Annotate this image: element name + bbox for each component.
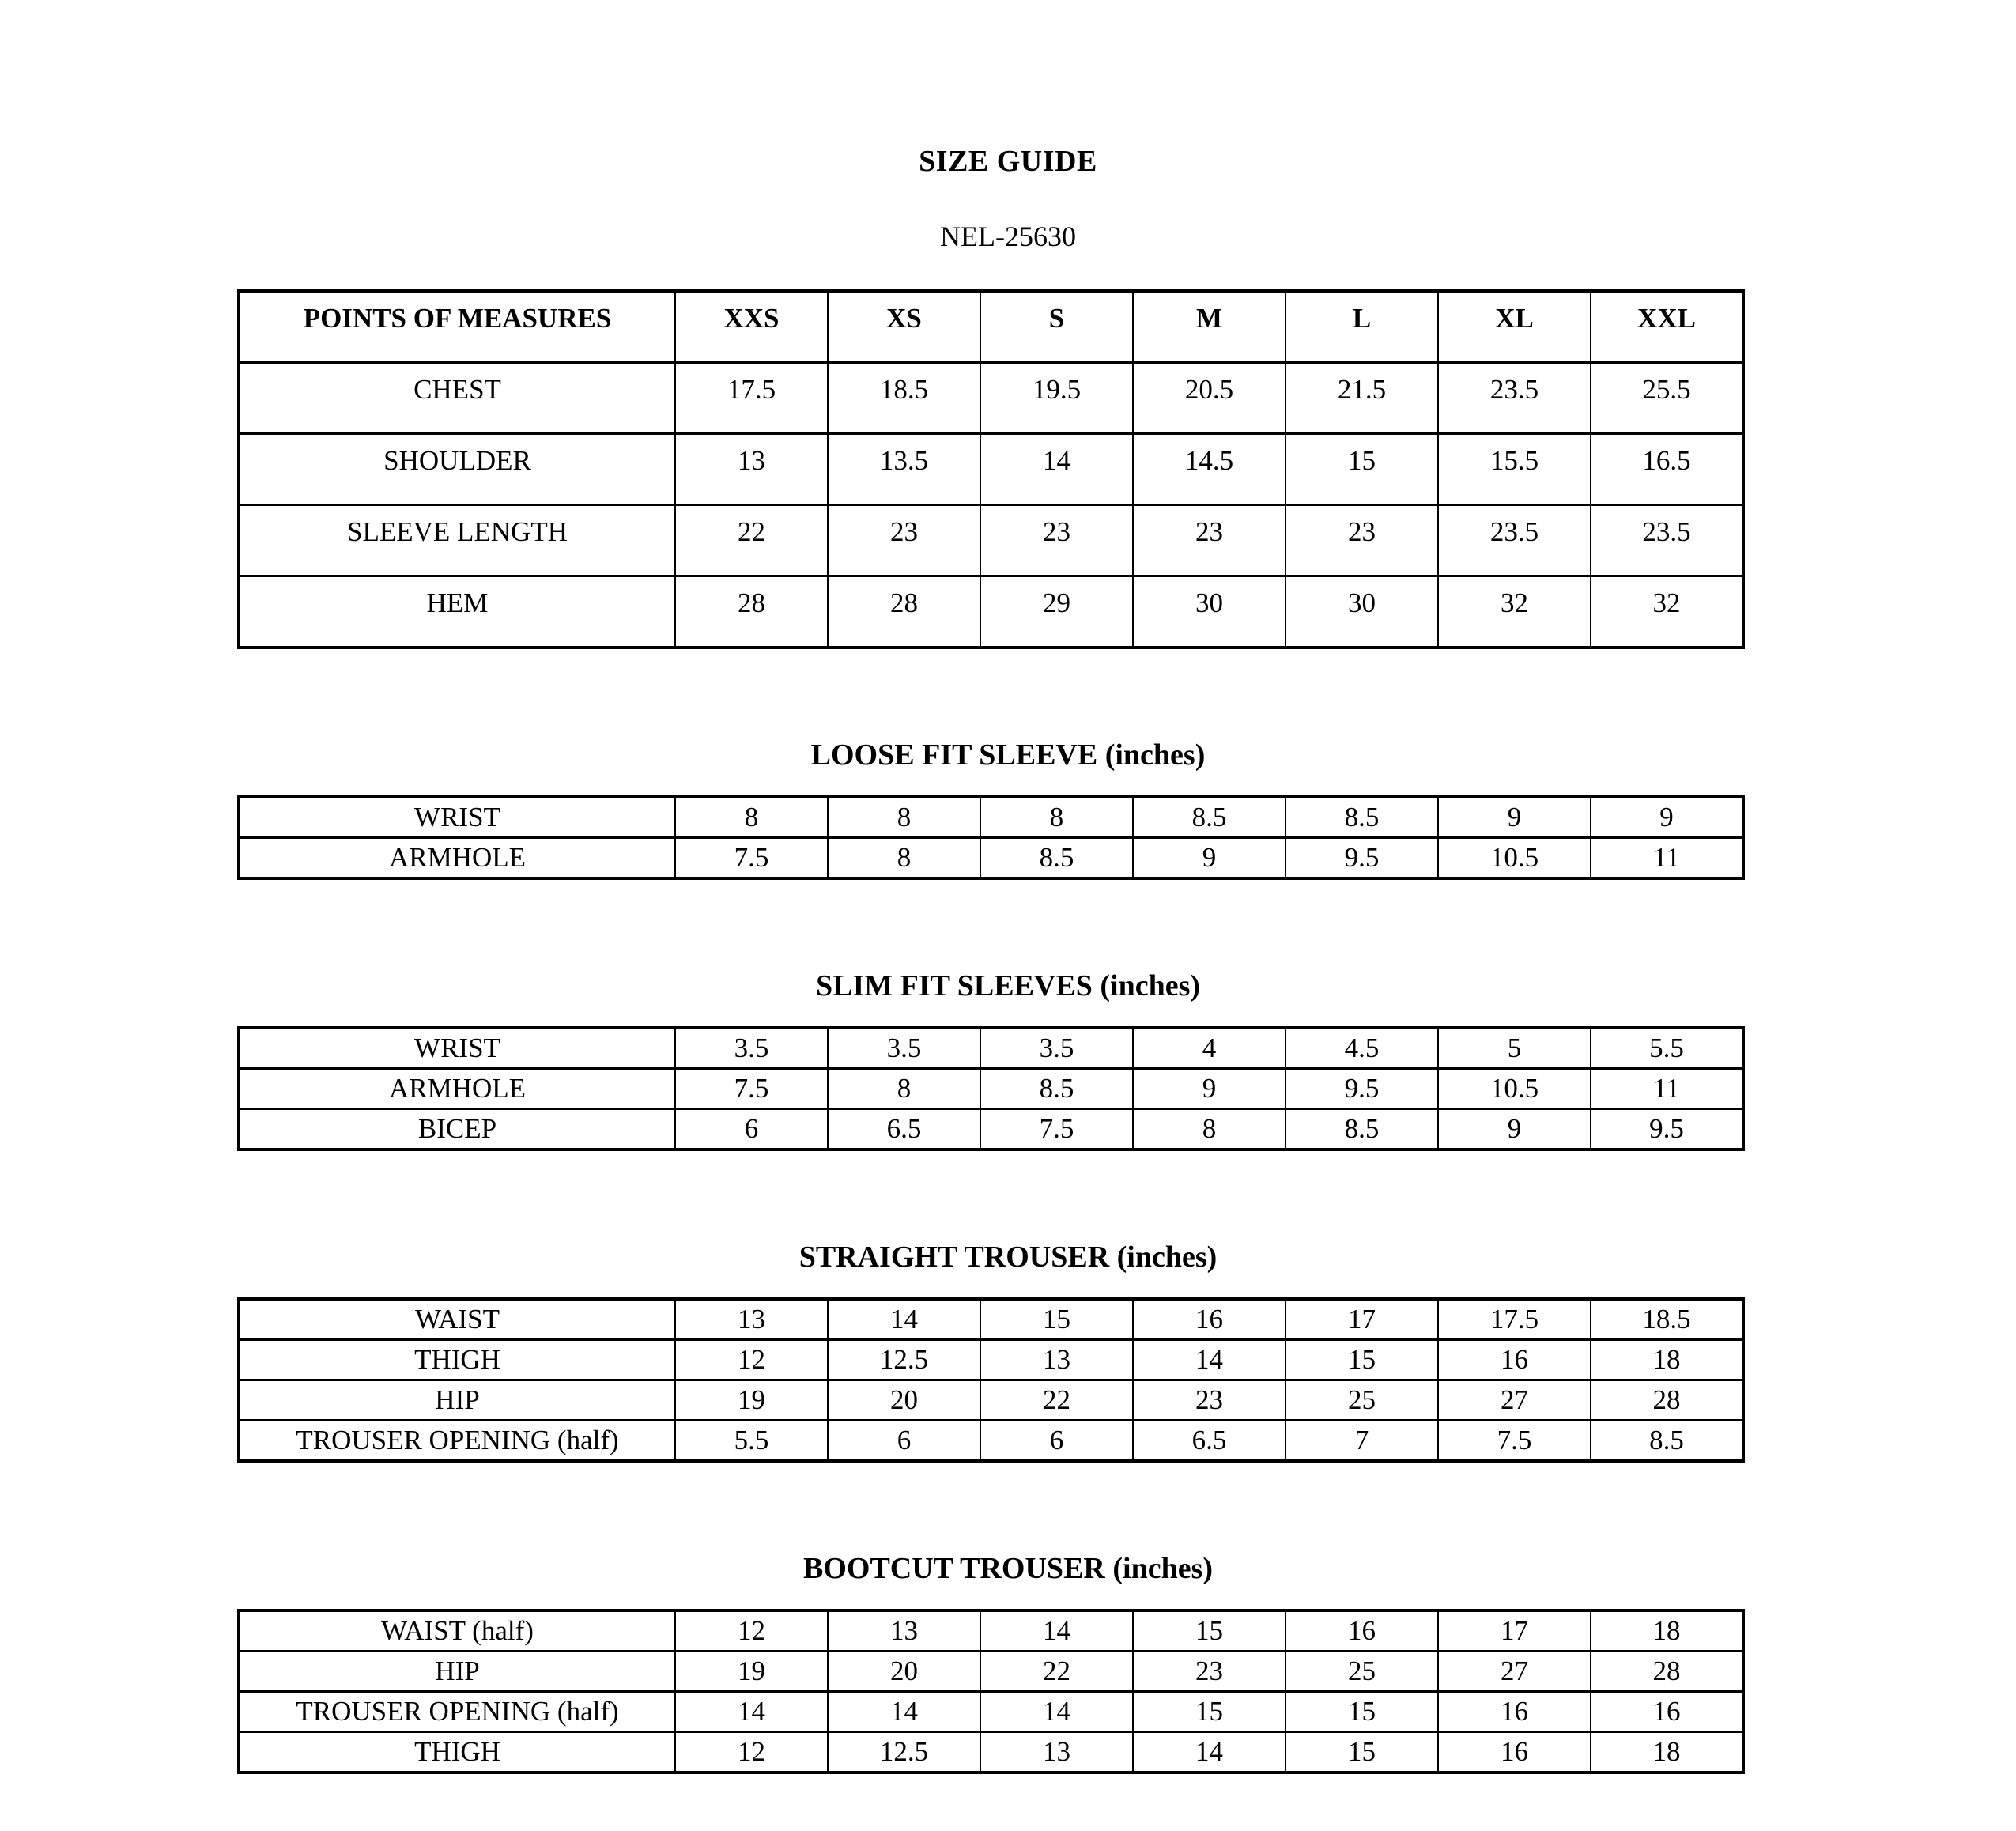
measure-value-cell: 14 xyxy=(675,1692,828,1732)
measure-value-cell: 25.5 xyxy=(1591,363,1743,434)
measure-value-cell: 10.5 xyxy=(1438,838,1591,879)
measure-value-cell: 16 xyxy=(1591,1692,1743,1732)
measure-value-cell: 6.5 xyxy=(828,1109,980,1150)
measure-value-cell: 32 xyxy=(1591,576,1743,648)
size-header-cell: M xyxy=(1133,291,1285,363)
measure-value-cell: 5 xyxy=(1438,1028,1591,1069)
measure-row xyxy=(239,1109,1743,1150)
measure-value-cell: 28 xyxy=(675,576,828,648)
measure-value-cell: 11 xyxy=(1591,838,1743,879)
measure-value-cell: 7 xyxy=(1285,1421,1438,1462)
size-header-cell: XL xyxy=(1438,291,1591,363)
measure-row xyxy=(239,797,1743,838)
measure-row xyxy=(239,1421,1743,1462)
measure-value-cell: 16 xyxy=(1438,1732,1591,1773)
measure-value-cell: 8 xyxy=(828,838,980,879)
measure-row xyxy=(239,1069,1743,1109)
measure-value-cell: 16 xyxy=(1285,1610,1438,1652)
measure-value-cell: 18 xyxy=(1591,1340,1743,1380)
measure-value-cell: 8.5 xyxy=(1285,1109,1438,1150)
measure-value-cell: 14 xyxy=(828,1299,980,1340)
measure-value-cell: 6.5 xyxy=(1133,1421,1285,1462)
measure-value-cell: 14 xyxy=(1133,1340,1285,1380)
measure-label-cell: HIP xyxy=(239,1652,675,1692)
measure-value-cell: 23 xyxy=(828,505,980,576)
measure-value-cell: 8.5 xyxy=(980,1069,1133,1109)
measure-value-cell: 18.5 xyxy=(828,363,980,434)
measure-value-cell: 14 xyxy=(828,1692,980,1732)
measure-value-cell: 18 xyxy=(1591,1732,1743,1773)
loose-fit-sleeve-table xyxy=(237,795,1745,880)
measure-value-cell: 20 xyxy=(828,1652,980,1692)
measure-value-cell: 9 xyxy=(1133,838,1285,879)
section-heading-straight-trouser: STRAIGHT TROUSER (inches) xyxy=(798,1240,1218,1274)
measure-value-cell: 14 xyxy=(980,1692,1133,1732)
measure-value-cell: 7.5 xyxy=(1438,1421,1591,1462)
measure-value-cell: 23.5 xyxy=(1438,363,1591,434)
measure-label-cell: THIGH xyxy=(239,1732,675,1773)
measure-value-cell: 23.5 xyxy=(1591,505,1743,576)
measure-value-cell: 17.5 xyxy=(1438,1299,1591,1340)
measure-value-cell: 17 xyxy=(1438,1610,1591,1652)
points-of-measures-table xyxy=(237,289,1745,649)
measure-value-cell: 28 xyxy=(1591,1652,1743,1692)
measure-value-cell: 18.5 xyxy=(1591,1299,1743,1340)
measure-value-cell: 15 xyxy=(1285,434,1438,505)
measure-value-cell: 8 xyxy=(828,1069,980,1109)
measure-value-cell: 16.5 xyxy=(1591,434,1743,505)
measure-value-cell: 7.5 xyxy=(675,1069,828,1109)
measure-label-cell: WAIST xyxy=(239,1299,675,1340)
measure-value-cell: 28 xyxy=(828,576,980,648)
measure-value-cell: 9.5 xyxy=(1591,1109,1743,1150)
measure-value-cell: 15 xyxy=(980,1299,1133,1340)
size-header-cell: XXL xyxy=(1591,291,1743,363)
measure-value-cell: 13 xyxy=(980,1732,1133,1773)
measure-label-cell: HEM xyxy=(239,576,675,648)
points-of-measures-header: POINTS OF MEASURES xyxy=(239,291,675,363)
measure-label-cell: HIP xyxy=(239,1380,675,1421)
measure-value-cell: 23 xyxy=(1133,505,1285,576)
measure-value-cell: 25 xyxy=(1285,1380,1438,1421)
measure-label-cell: WAIST (half) xyxy=(239,1610,675,1652)
measure-value-cell: 23 xyxy=(980,505,1133,576)
measure-value-cell: 5.5 xyxy=(1591,1028,1743,1069)
measure-value-cell: 9.5 xyxy=(1285,838,1438,879)
measure-value-cell: 17.5 xyxy=(675,363,828,434)
measure-value-cell: 4.5 xyxy=(1285,1028,1438,1069)
measure-row xyxy=(239,1732,1743,1773)
measure-value-cell: 19 xyxy=(675,1380,828,1421)
measure-value-cell: 12.5 xyxy=(828,1732,980,1773)
page-title: SIZE GUIDE xyxy=(919,145,1097,178)
slim-fit-sleeves-table xyxy=(237,1026,1745,1151)
measure-value-cell: 17 xyxy=(1285,1299,1438,1340)
measure-value-cell: 12 xyxy=(675,1340,828,1380)
measure-value-cell: 15 xyxy=(1285,1732,1438,1773)
size-header-row xyxy=(239,291,1743,363)
measure-value-cell: 15 xyxy=(1133,1692,1285,1732)
section-heading-loose-fit-sleeve: LOOSE FIT SLEEVE (inches) xyxy=(810,738,1206,772)
measure-value-cell: 8.5 xyxy=(1285,797,1438,838)
measure-value-cell: 12 xyxy=(675,1732,828,1773)
measure-value-cell: 7.5 xyxy=(980,1109,1133,1150)
measure-row xyxy=(239,434,1743,505)
measure-value-cell: 8 xyxy=(675,797,828,838)
measure-value-cell: 9 xyxy=(1591,797,1743,838)
measure-value-cell: 8.5 xyxy=(1591,1421,1743,1462)
measure-row xyxy=(239,1652,1743,1692)
measure-value-cell: 19.5 xyxy=(980,363,1133,434)
measure-label-cell: WRIST xyxy=(239,797,675,838)
measure-value-cell: 6 xyxy=(675,1109,828,1150)
measure-value-cell: 14 xyxy=(1133,1732,1285,1773)
measure-value-cell: 12 xyxy=(675,1610,828,1652)
measure-value-cell: 8 xyxy=(828,797,980,838)
measure-row xyxy=(239,838,1743,879)
measure-value-cell: 30 xyxy=(1285,576,1438,648)
measure-value-cell: 27 xyxy=(1438,1380,1591,1421)
model-number: NEL-25630 xyxy=(940,221,1076,252)
measure-value-cell: 22 xyxy=(980,1652,1133,1692)
measure-value-cell: 14.5 xyxy=(1133,434,1285,505)
measure-value-cell: 16 xyxy=(1133,1299,1285,1340)
measure-value-cell: 20.5 xyxy=(1133,363,1285,434)
measure-value-cell: 16 xyxy=(1438,1340,1591,1380)
measure-value-cell: 8 xyxy=(1133,1109,1285,1150)
measure-value-cell: 3.5 xyxy=(980,1028,1133,1069)
measure-value-cell: 8.5 xyxy=(980,838,1133,879)
measure-value-cell: 13 xyxy=(675,1299,828,1340)
measure-value-cell: 32 xyxy=(1438,576,1591,648)
measure-row xyxy=(239,576,1743,648)
measure-row xyxy=(239,1610,1743,1652)
bootcut-trouser-table xyxy=(237,1609,1745,1774)
measure-label-cell: ARMHOLE xyxy=(239,838,675,879)
measure-value-cell: 22 xyxy=(980,1380,1133,1421)
size-header-cell: L xyxy=(1285,291,1438,363)
measure-value-cell: 28 xyxy=(1591,1380,1743,1421)
straight-trouser-table xyxy=(237,1297,1745,1463)
measure-value-cell: 11 xyxy=(1591,1069,1743,1109)
measure-value-cell: 25 xyxy=(1285,1652,1438,1692)
measure-value-cell: 21.5 xyxy=(1285,363,1438,434)
measure-value-cell: 16 xyxy=(1438,1692,1591,1732)
measure-value-cell: 13 xyxy=(980,1340,1133,1380)
measure-row xyxy=(239,1028,1743,1069)
measure-value-cell: 30 xyxy=(1133,576,1285,648)
measure-value-cell: 13 xyxy=(828,1610,980,1652)
measure-value-cell: 23.5 xyxy=(1438,505,1591,576)
size-header-cell: XS xyxy=(828,291,980,363)
measure-value-cell: 15 xyxy=(1285,1340,1438,1380)
measure-value-cell: 23 xyxy=(1285,505,1438,576)
measure-value-cell: 8 xyxy=(980,797,1133,838)
measure-value-cell: 8.5 xyxy=(1133,797,1285,838)
measure-value-cell: 6 xyxy=(828,1421,980,1462)
measure-row xyxy=(239,505,1743,576)
measure-value-cell: 13.5 xyxy=(828,434,980,505)
measure-value-cell: 9 xyxy=(1438,797,1591,838)
measure-row xyxy=(239,1692,1743,1732)
section-heading-slim-fit-sleeves: SLIM FIT SLEEVES (inches) xyxy=(815,969,1201,1002)
measure-row xyxy=(239,1380,1743,1421)
measure-value-cell: 6 xyxy=(980,1421,1133,1462)
measure-label-cell: BICEP xyxy=(239,1109,675,1150)
size-header-cell: XXS xyxy=(675,291,828,363)
measure-value-cell: 9.5 xyxy=(1285,1069,1438,1109)
measure-value-cell: 9 xyxy=(1438,1109,1591,1150)
measure-value-cell: 4 xyxy=(1133,1028,1285,1069)
measure-value-cell: 23 xyxy=(1133,1652,1285,1692)
measure-label-cell: TROUSER OPENING (half) xyxy=(239,1692,675,1732)
measure-value-cell: 19 xyxy=(675,1652,828,1692)
measure-value-cell: 9 xyxy=(1133,1069,1285,1109)
measure-row xyxy=(239,1340,1743,1380)
section-heading-bootcut-trouser: BOOTCUT TROUSER (inches) xyxy=(802,1552,1214,1585)
measure-value-cell: 3.5 xyxy=(675,1028,828,1069)
measure-value-cell: 27 xyxy=(1438,1652,1591,1692)
measure-label-cell: CHEST xyxy=(239,363,675,434)
measure-value-cell: 15.5 xyxy=(1438,434,1591,505)
measure-row xyxy=(239,363,1743,434)
measure-value-cell: 14 xyxy=(980,1610,1133,1652)
measure-label-cell: WRIST xyxy=(239,1028,675,1069)
measure-value-cell: 20 xyxy=(828,1380,980,1421)
measure-label-cell: THIGH xyxy=(239,1340,675,1380)
measure-value-cell: 15 xyxy=(1285,1692,1438,1732)
measure-value-cell: 13 xyxy=(675,434,828,505)
measure-value-cell: 5.5 xyxy=(675,1421,828,1462)
size-header-cell: S xyxy=(980,291,1133,363)
measure-value-cell: 29 xyxy=(980,576,1133,648)
measure-value-cell: 14 xyxy=(980,434,1133,505)
measure-value-cell: 22 xyxy=(675,505,828,576)
measure-value-cell: 23 xyxy=(1133,1380,1285,1421)
measure-value-cell: 10.5 xyxy=(1438,1069,1591,1109)
measure-label-cell: SLEEVE LENGTH xyxy=(239,505,675,576)
measure-value-cell: 7.5 xyxy=(675,838,828,879)
measure-label-cell: SHOULDER xyxy=(239,434,675,505)
measure-label-cell: TROUSER OPENING (half) xyxy=(239,1421,675,1462)
measure-value-cell: 15 xyxy=(1133,1610,1285,1652)
measure-value-cell: 3.5 xyxy=(828,1028,980,1069)
measure-value-cell: 18 xyxy=(1591,1610,1743,1652)
measure-row xyxy=(239,1299,1743,1340)
measure-label-cell: ARMHOLE xyxy=(239,1069,675,1109)
measure-value-cell: 12.5 xyxy=(828,1340,980,1380)
